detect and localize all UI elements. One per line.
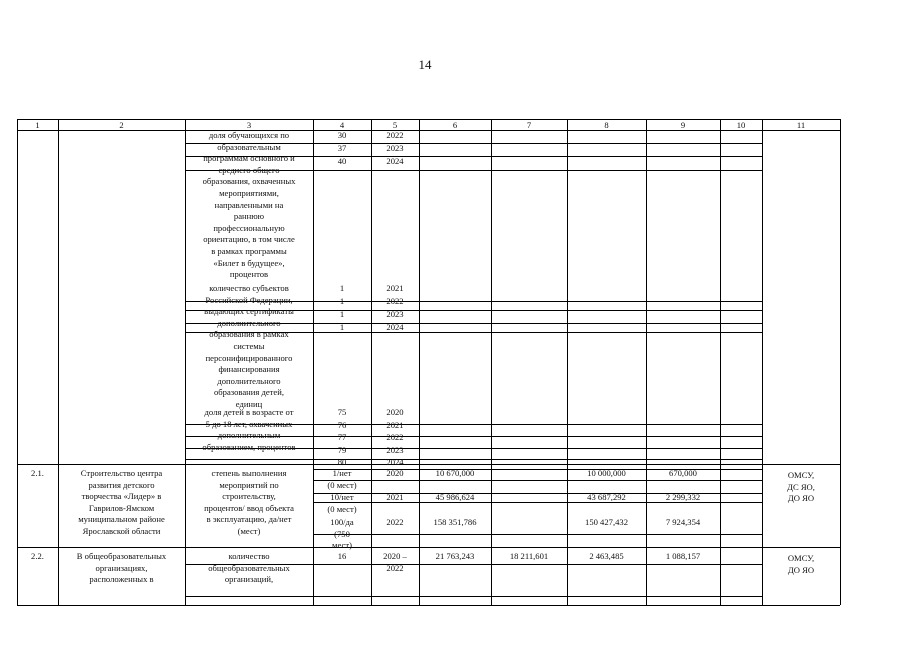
cell-text: 1 [339, 283, 345, 293]
cell-text: ДО ЯО [787, 493, 815, 504]
cell-text: доля обучающихся по [208, 130, 290, 140]
cell-text: 1 [339, 322, 345, 332]
grid-line [313, 119, 314, 605]
cell-text: 2023 [386, 444, 404, 455]
grid-line [313, 480, 762, 481]
cell-text: «Билет в будущее», [213, 257, 285, 268]
cell-text: 2020 – [383, 551, 407, 561]
cell-text: раннюю [233, 211, 265, 222]
cell-text: дополнительного [217, 317, 281, 328]
cell-text: 2022 [386, 296, 404, 306]
cell-text: образования детей, [214, 387, 284, 398]
cell-text: профессиональную [213, 222, 285, 233]
cell-text: 3 [246, 119, 252, 130]
cell-text: 1 088,157 [665, 551, 701, 561]
cell-text: организациях, [95, 562, 148, 573]
cell-text: общеобразовательных [208, 562, 290, 573]
cell-text: дополнительного [217, 375, 281, 386]
cell-text: Ярославской области [82, 526, 161, 536]
cell-text: 1 [339, 309, 345, 319]
grid-line [17, 119, 18, 605]
cell-text: муниципальном районе [78, 514, 165, 525]
cell-text: процентов [229, 269, 269, 280]
cell-text: Строительство центра [80, 468, 163, 478]
cell-text: 2024 [386, 322, 404, 332]
cell-text: 158 351,786 [433, 517, 477, 527]
cell-text: 16 [337, 551, 347, 561]
cell-text: ДО ЯО [787, 564, 815, 575]
cell-text: 10 000,000 [587, 468, 626, 478]
cell-text: доля детей в возрасте от [204, 407, 294, 417]
grid-line [762, 119, 763, 605]
cell-text: ОМСУ, [787, 470, 815, 480]
cell-text: ДС ЯО, [787, 481, 815, 492]
cell-text: 77 [337, 432, 347, 442]
cell-text: 8 [604, 119, 609, 130]
cell-text: 30 [337, 130, 347, 140]
cell-text: творчества «Лидер» в [81, 491, 162, 502]
cell-text: 2024 [386, 457, 404, 467]
cell-text: 2024 [386, 155, 404, 166]
cell-text: 2022 [386, 432, 404, 442]
cell-text: 10/нет [330, 492, 354, 502]
cell-text: 10 670,000 [435, 468, 475, 478]
cell-text: 1 [35, 119, 40, 130]
cell-text: 18 211,601 [509, 551, 549, 561]
cell-text: 5 [392, 119, 398, 130]
cell-text: 45 986,624 [435, 492, 475, 502]
cell-text: 2 463,485 [589, 551, 624, 561]
cell-text: системы [233, 341, 265, 351]
page-number: 14 [418, 57, 432, 72]
cell-text: образовательным [217, 141, 281, 152]
cell-text: 2.2. [31, 551, 44, 561]
grid-line [17, 464, 840, 465]
cell-text: строительству, [222, 491, 276, 502]
grid-line [185, 596, 762, 597]
cell-text: количество субъектов [209, 283, 289, 293]
cell-text: 2021 [386, 492, 404, 502]
cell-text: количество [228, 551, 270, 561]
grid-line [17, 605, 840, 606]
grid-line [185, 459, 762, 460]
cell-text: образованием, процентов [202, 441, 296, 452]
cell-text: 2023 [386, 309, 404, 319]
cell-text: 2021 [386, 419, 404, 430]
cell-text: 9 [680, 119, 686, 130]
cell-text: 21 763,243 [435, 551, 475, 561]
cell-text: мест) [332, 540, 352, 551]
cell-text: финансирования [218, 364, 280, 375]
cell-text: 2 299,332 [665, 492, 701, 502]
cell-text: 150 427,432 [585, 517, 628, 527]
cell-text: ориентацию, в том числе [203, 234, 295, 245]
grid-line [371, 119, 372, 605]
grid-line [419, 119, 420, 605]
grid-line [840, 119, 841, 605]
cell-text: Гаврилов-Ямском [88, 502, 155, 513]
cell-text: ОМСУ, [787, 553, 815, 563]
cell-text: 2020 [386, 407, 404, 417]
cell-text: степень выполнения [211, 468, 287, 478]
cell-text: 2023 [386, 142, 404, 153]
cell-text: персонифицированного [205, 352, 293, 363]
cell-text: 2.1. [31, 468, 44, 478]
cell-text: Российской Федерации, [205, 294, 293, 305]
cell-text: (0 мест) [327, 479, 357, 490]
cell-text: организаций, [224, 574, 274, 585]
cell-text: образования, охваченных [202, 176, 296, 187]
cell-text: выдающих сертификаты [204, 306, 294, 317]
cell-text: 5 до 18 лет, охваченных [205, 418, 293, 429]
cell-text: дополнительным [217, 430, 281, 441]
cell-text: (0 мест) [327, 503, 357, 514]
cell-text: 2022 [386, 517, 404, 527]
cell-text: 2020 [386, 468, 404, 478]
cell-text: направленными на [214, 199, 284, 210]
cell-text: мероприятий по [219, 479, 279, 490]
grid-line [646, 119, 647, 605]
cell-text: 2 [119, 119, 124, 130]
cell-text: В общеобразовательных [76, 551, 167, 561]
cell-text: развития детского [88, 479, 155, 490]
cell-text: 79 [337, 444, 347, 455]
cell-text: 10 [736, 119, 746, 130]
cell-text: 43 687,292 [587, 492, 626, 502]
cell-text: 11 [796, 119, 806, 130]
cell-text: 1/нет [332, 468, 352, 478]
cell-text: 4 [339, 119, 345, 130]
cell-text: программам основного и [203, 153, 295, 164]
cell-text: в рамках программы [211, 246, 287, 256]
cell-text: (мест) [237, 526, 261, 536]
cell-text: 2022 [386, 130, 404, 140]
cell-text: процентов/ ввод объекта [204, 502, 294, 513]
cell-text: 37 [337, 142, 347, 153]
cell-text: 1 [339, 296, 345, 306]
grid-line [567, 119, 568, 605]
cell-text: расположенных в [89, 574, 154, 585]
cell-text: 670,000 [669, 468, 697, 478]
cell-text: единиц [235, 399, 263, 409]
grid-line [58, 119, 59, 605]
cell-text: 7 924,354 [665, 517, 701, 527]
grid-line [720, 119, 721, 605]
cell-text: (750 [334, 528, 350, 539]
cell-text: 80 [337, 457, 347, 467]
cell-text: среднего общего [218, 164, 280, 175]
data-table [17, 119, 840, 659]
cell-text: мероприятиями, [219, 188, 279, 198]
cell-text: 2022 [386, 562, 404, 573]
cell-text: 76 [337, 419, 347, 430]
grid-line [185, 119, 186, 605]
grid-line [313, 534, 762, 535]
cell-text: 7 [526, 119, 532, 130]
grid-line [491, 119, 492, 605]
cell-text: 40 [337, 155, 347, 166]
cell-text: 75 [337, 407, 347, 417]
cell-text: образования в рамках [209, 329, 289, 340]
grid-line [17, 547, 840, 548]
cell-text: 100/да [330, 517, 354, 527]
cell-text: 6 [452, 119, 458, 130]
cell-text: в эксплуатацию, да/нет [206, 514, 292, 525]
cell-text: 2021 [386, 283, 404, 293]
